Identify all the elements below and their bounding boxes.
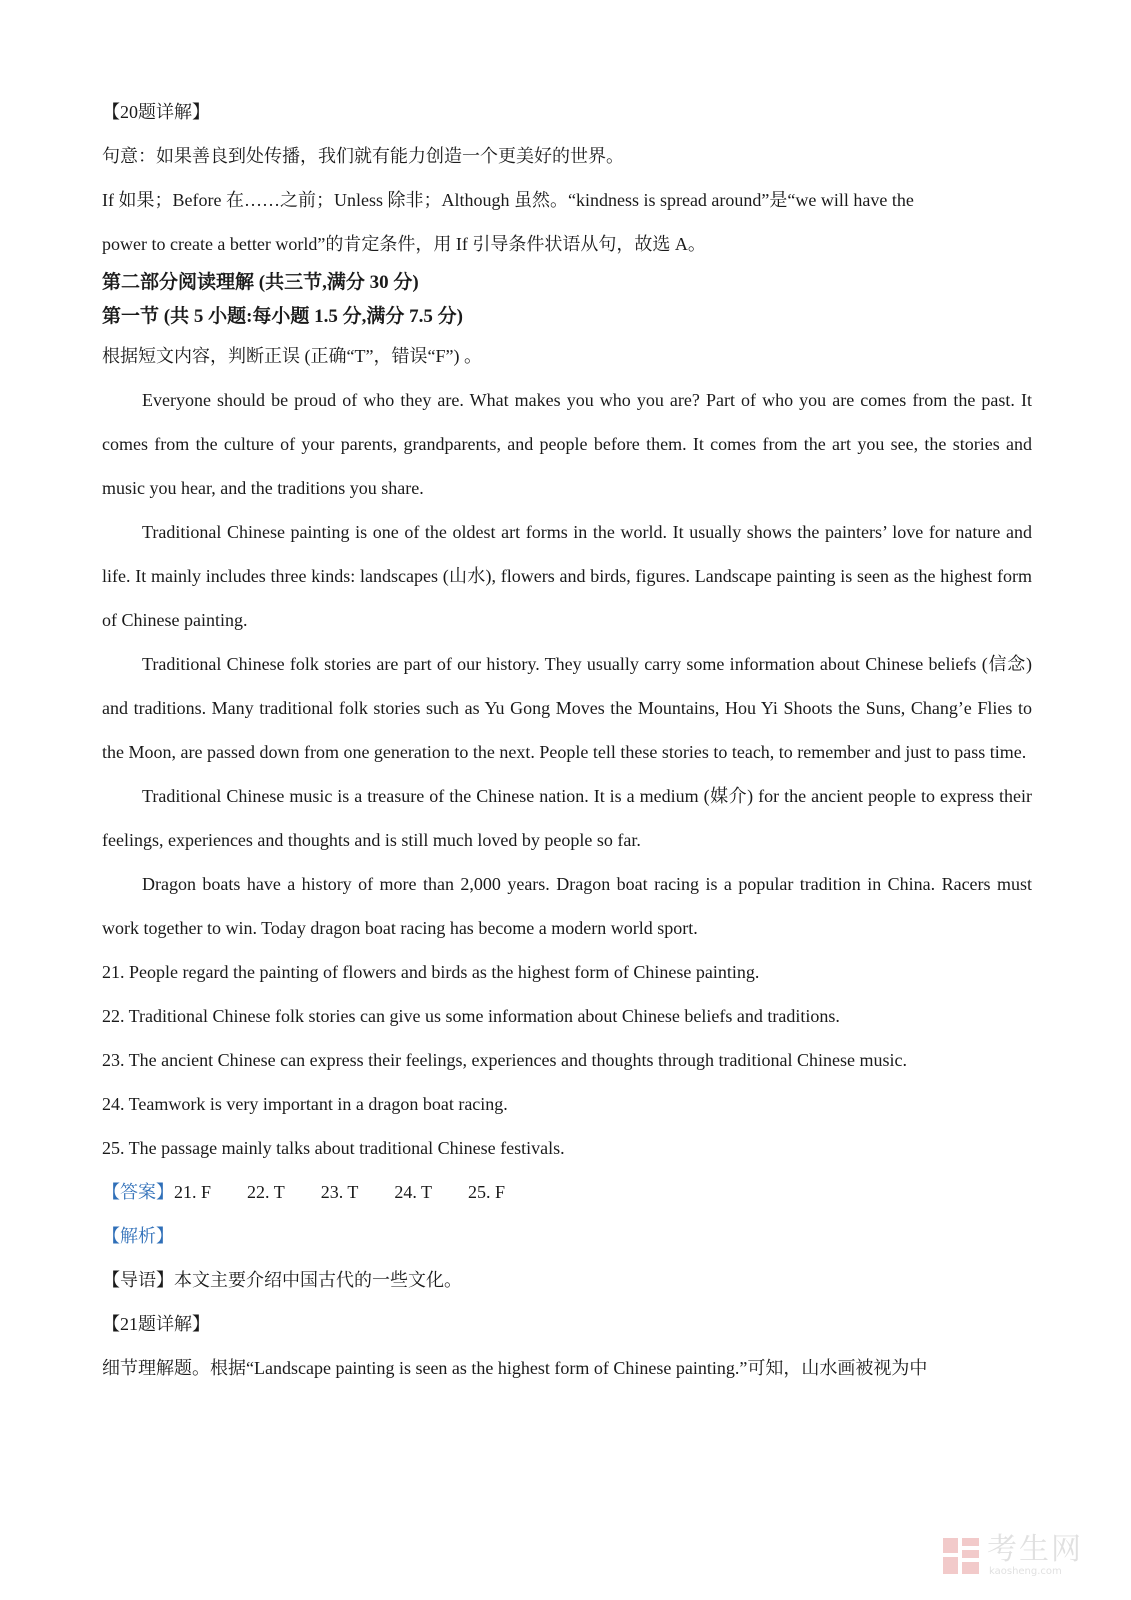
q20-title: 【20题详解】 [102,102,210,122]
passage-paragraph-5: Dragon boats have a history of more than 2,000 years. Dragon boat racing is a popular tradition in China. Racers must work together to win. Today dragon boat racing has become a modern world sport. [102,874,1032,938]
question-23: 23. The ancient Chinese can express their feelings, experiences and thoughts through traditional Chinese music. [102,1050,907,1070]
answer-item: 25. F [468,1182,506,1202]
passage-paragraph-3: Traditional Chinese folk stories are part of our history. They usually carry some information about Chinese beliefs (信念) and traditions. Many traditional folk stories such as Yu Gong Moves the Mountains, Hou Yi Shoots the Suns, Chang’e Flies to the Moon, are passed down from one generation to the next. People tell these stories to teach, to remember and just to pass time. [102,654,1032,762]
question-21: 21. People regard the painting of flowers and birds as the highest form of Chinese painting. [102,962,760,982]
q21-explanation: 细节理解题。根据“Landscape painting is seen as the highest form of Chinese painting.”可知，山水画被视为中 [102,1358,928,1378]
instruction: 根据短文内容，判断正误 (正确“T”，错误“F”) 。 [102,346,482,366]
q20-analysis-line-1: If 如果；Before 在……之前；Unless 除非；Although 虽然。“kindness is spread around”是“we will have the [102,190,914,210]
answer-item: 23. T [320,1182,359,1202]
q21-title: 【21题详解】 [102,1314,210,1334]
question-22: 22. Traditional Chinese folk stories can give us some information about Chinese beliefs and traditions. [102,1006,840,1026]
passage-paragraph-2: Traditional Chinese painting is one of the oldest art forms in the world. It usually shows the painters’ love for nature and life. It mainly includes three kinds: landscapes (山水), flowers and birds, figures. Landscape painting is seen as the highest form of Chinese painting. [102,522,1032,630]
answer-item: 22. T [247,1182,285,1202]
answer-row [102,1170,1032,1214]
kaosheng-logo-icon [941,1536,981,1576]
q20-analysis-line-2: power to create a better world”的肯定条件，用 If 引导条件状语从句，故选 A。 [102,234,706,254]
question-24: 24. Teamwork is very important in a dragon boat racing. [102,1094,508,1114]
document-page [102,90,1032,1390]
answer-label: 【答案】 [102,1182,174,1202]
q20-meaning: 句意：如果善良到处传播，我们就有能力创造一个更美好的世界。 [102,146,624,166]
watermark [941,1534,1083,1578]
passage-paragraph-1: Everyone should be proud of who they are. What makes you who you are? Part of who you are comes from the past. It comes from the culture of your parents, grandparents, and people before them. It comes from the art you see, the stories and music you hear, and the traditions you share. [102,390,1032,498]
answer-item: 24. T [394,1182,433,1202]
section-one-heading: 第一节 (共 5 小题:每小题 1.5 分,满分 7.5 分) [102,306,463,327]
explanation-label: 【解析】 [102,1226,174,1246]
guide-text: 【导语】本文主要介绍中国古代的一些文化。 [102,1270,462,1290]
watermark-en: kaosheng.com [989,1566,1062,1577]
watermark-cn: 考生网 [987,1532,1083,1567]
answer-item: 21. F [174,1182,212,1202]
part-two-heading: 第二部分阅读理解 (共三节,满分 30 分) [102,272,419,293]
question-25: 25. The passage mainly talks about traditional Chinese festivals. [102,1138,565,1158]
passage-paragraph-4: Traditional Chinese music is a treasure of the Chinese nation. It is a medium (媒介) for the ancient people to express their feelings, experiences and thoughts and is still much loved by people so far. [102,786,1032,850]
